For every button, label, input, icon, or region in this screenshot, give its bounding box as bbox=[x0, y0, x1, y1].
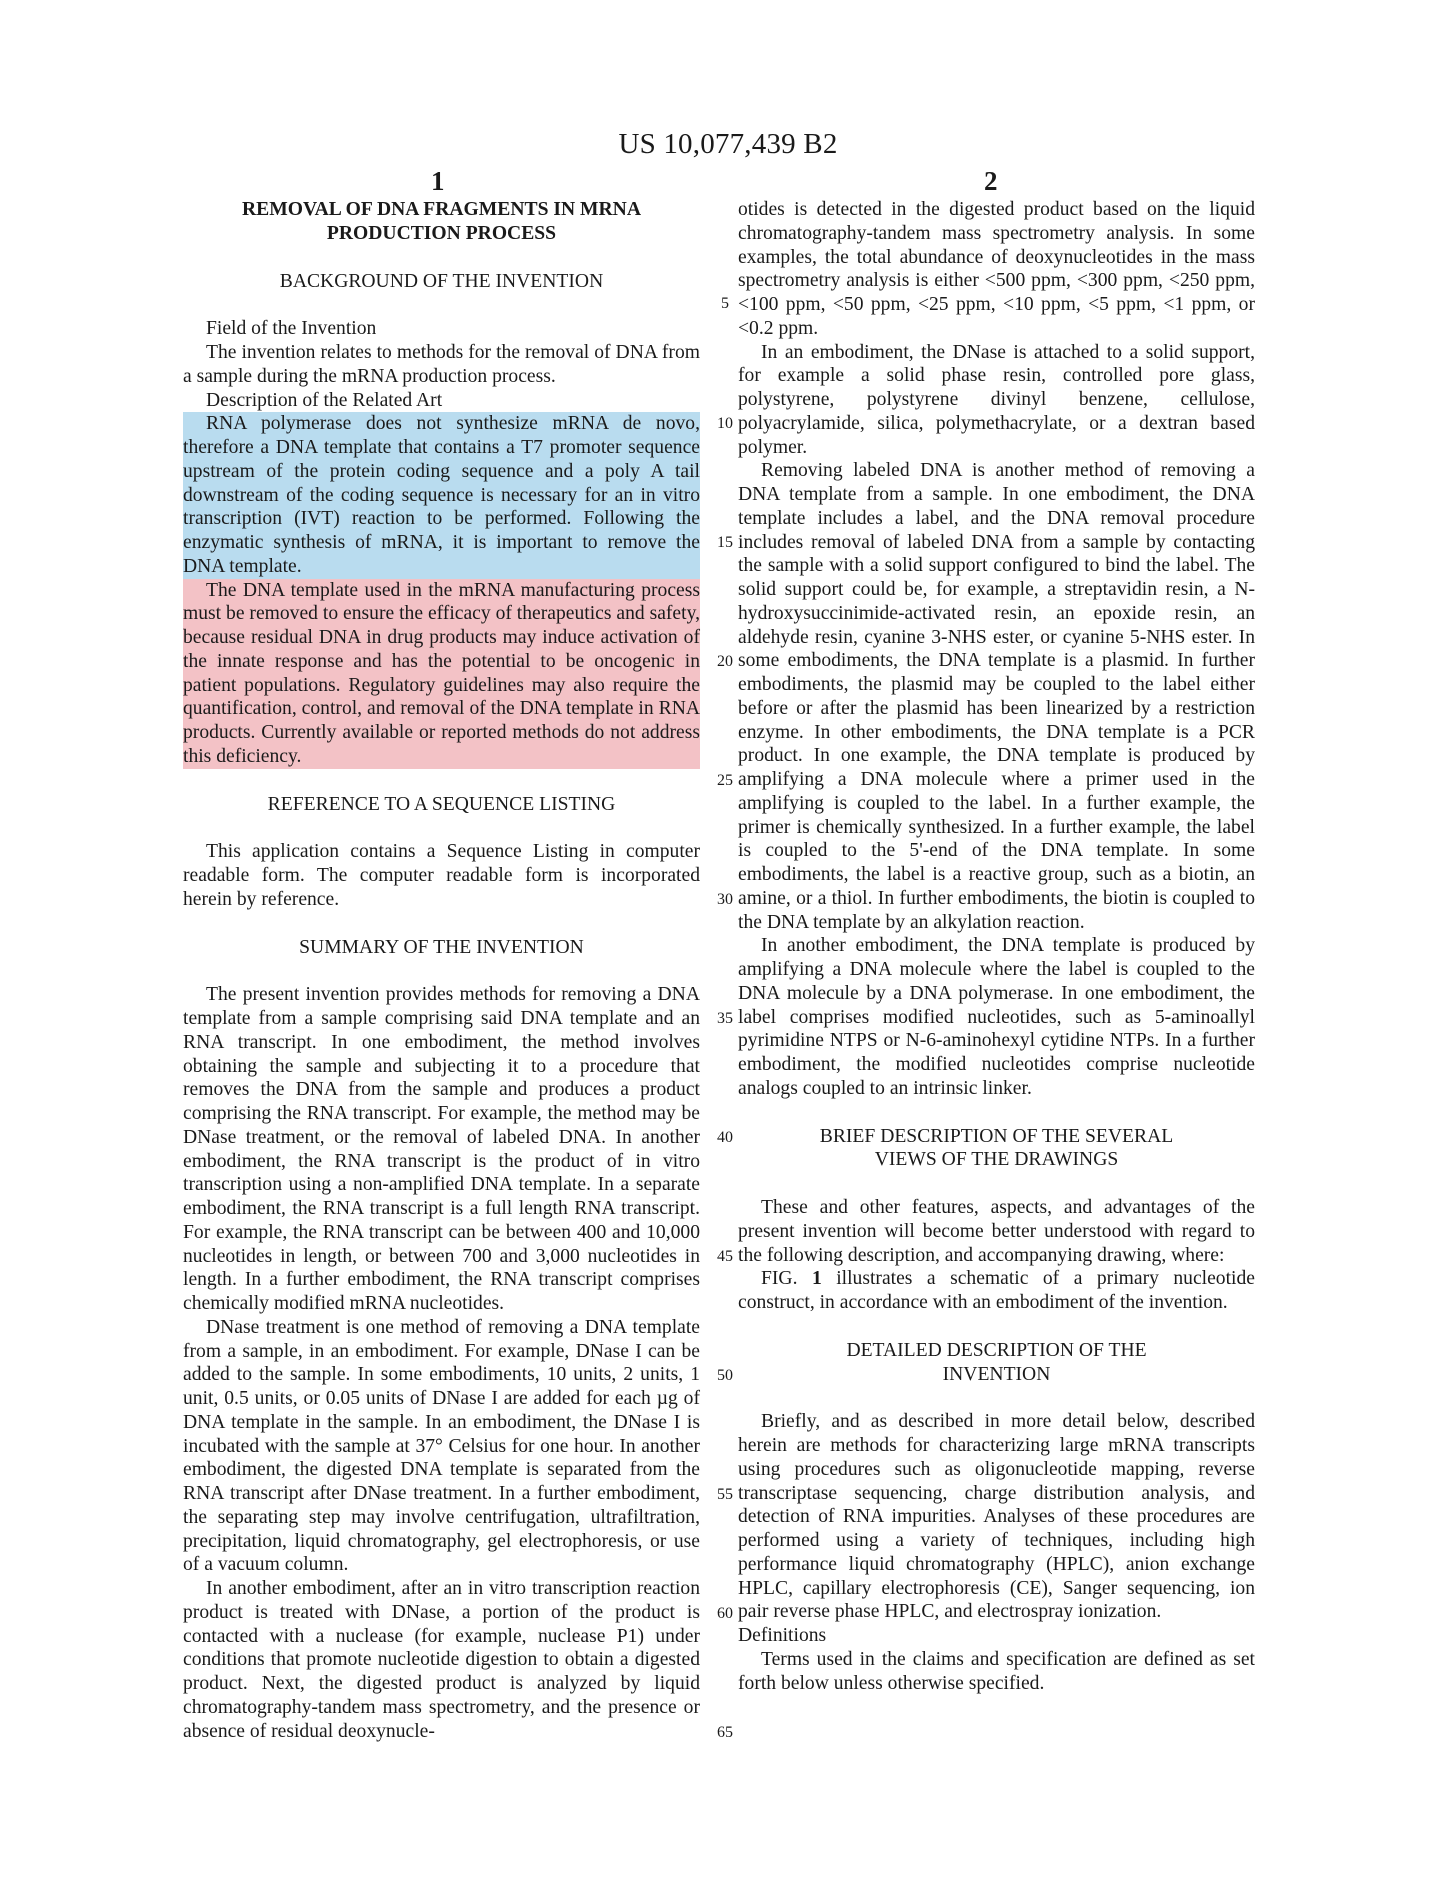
summary-paragraph-3: In another embodiment, after an in vitro transcription reaction product is treated with DNase, a portion of the product is contacted with a nuclease (for example, nuclease P1) under conditions that promote nucleotide digestion to obtain a digested product. Next, the digested product is analyzed by liquid chromatography-tandem mass spectrometry, and the presence or absence of residual deoxynucle- bbox=[183, 1578, 700, 1742]
definitions-heading: Definitions bbox=[738, 1625, 827, 1646]
line-number: 60 bbox=[717, 1605, 733, 1622]
line-number: 10 bbox=[717, 415, 733, 432]
column-number-right: 2 bbox=[984, 166, 998, 196]
summary-paragraph-2: DNase treatment is one method of removing a DNA template from a sample, in an embodiment. For example, DNase I can be added to the sample. In some embodiments, 10 units, 2 units, 1 unit, 0.5 units, or 0.05 units of DNase I are added for each µg of DNA template in the sample. In an embodiment, the DNase I is incubated with the sample at 37° Celsius for one hour. In another embodiment, the digested DNA template is separated from the RNA transcript after DNase treatment. In a further embodiment, the separating step may involve centrifugation, ultrafiltration, precipitation, liquid chromatography, gel electrophoresis, or use of a vacuum column. bbox=[183, 1316, 700, 1576]
heading-detailed-description-line-1: DETAILED DESCRIPTION OF THE bbox=[846, 1339, 1147, 1361]
figure-text: illustrates a schematic of a primary nucleotide construct, in accordance with an embodiment of the invention. bbox=[738, 1268, 1255, 1313]
heading-detailed-description-line-2: INVENTION bbox=[942, 1363, 1051, 1385]
line-number: 25 bbox=[717, 772, 733, 789]
line-number: 15 bbox=[717, 534, 733, 551]
right-column bbox=[738, 198, 1255, 1695]
title-line-1: REMOVAL OF DNA FRAGMENTS IN MRNA bbox=[242, 199, 641, 220]
line-number: 55 bbox=[717, 1486, 733, 1503]
right-paragraph-1: otides is detected in the digested product based on the liquid chromatography-tandem mass spectrometry analysis. In some examples, the total abundance of deoxynucleotides in the mass spectrometry analysis is either <500 ppm, <300 ppm, <250 ppm, <100 ppm, <50 ppm, <25 ppm, <10 ppm, <5 ppm, <1 ppm, or <0.2 ppm. bbox=[738, 199, 1255, 339]
related-art-heading: Description of the Related Art bbox=[206, 389, 443, 411]
patent-number: US 10,077,439 B2 bbox=[618, 128, 838, 160]
heading-background: BACKGROUND OF THE INVENTION bbox=[279, 270, 604, 292]
related-art-paragraph-1: RNA polymerase does not synthesize mRNA de novo, therefore a DNA template that contains a T7 promoter sequence upstream of the protein coding sequence and a poly A tail downstream of the coding sequence is necessary for an in vitro transcription (IVT) reaction to be performed. Following the enzymatic synthesis of mRNA, it is important to remove the DNA template. bbox=[183, 413, 700, 577]
column-number-left: 1 bbox=[431, 166, 445, 196]
line-number: 35 bbox=[717, 1010, 733, 1027]
sequence-listing-text: This application contains a Sequence Listing in computer readable form. The computer readable form is incorporated herein by reference. bbox=[183, 841, 700, 910]
heading-brief-description-line-2: VIEWS OF THE DRAWINGS bbox=[874, 1149, 1119, 1171]
right-paragraph-4: In another embodiment, the DNA template is produced by amplifying a DNA molecule where the label is coupled to the DNA molecule by a DNA polymerase. In one embodiment, the label comprises modified nucleotides, such as 5-aminoallyl pyrimidine NTPS or N-6-aminohexyl cytidine NTPs. In a further embodiment, the modified nucleotides comprise nucleotide analogs coupled to an intrinsic linker. bbox=[738, 935, 1255, 1099]
summary-paragraph-1: The present invention provides methods for removing a DNA template from a sample comprising said DNA template and an RNA transcript. In one embodiment, the method involves obtaining the sample and subjecting it to a procedure that removes the DNA from the sample and produces a product comprising the RNA transcript. For example, the method may be DNase treatment, or the removal of labeled DNA. In another embodiment, the RNA transcript is the product of in vitro transcription using a non-amplified DNA template. In a separate embodiment, the RNA transcript is a full length RNA transcript. For example, the RNA transcript can be between 400 and 10,000 nucleotides in length, or between 700 and 3,000 nucleotides in length. In a further embodiment, the RNA transcript comprises chemically modified mRNA nucleotides. bbox=[183, 984, 700, 1314]
line-number: 30 bbox=[717, 891, 733, 908]
line-number: 40 bbox=[717, 1129, 733, 1146]
figure-prefix: FIG. bbox=[761, 1268, 812, 1290]
left-column bbox=[183, 198, 700, 1743]
field-heading: Field of the Invention bbox=[206, 318, 377, 340]
title-line-2: PRODUCTION PROCESS bbox=[326, 222, 557, 244]
brief-description-paragraph: These and other features, aspects, and advantages of the present invention will become better understood with regard to the following description, and accompanying drawing, where: bbox=[738, 1197, 1255, 1266]
right-paragraph-3: Removing labeled DNA is another method of removing a DNA template from a sample. In one embodiment, the DNA template includes a label, and the DNA removal procedure includes removal of labeled DNA from a sample by contacting the sample with a solid support configured to bind the label. The solid support could be, for example, a streptavidin resin, a N-hydroxysuccinimide-activated resin, an epoxide resin, an aldehyde resin, cyanine 3-NHS ester, or cyanine 5-NHS ester. In some embodiments, the DNA template is a plasmid. In further embodiments, the plasmid may be coupled to the label either before or after the plasmid has been linearized by a restriction enzyme. In other embodiments, the DNA template is a PCR product. In one example, the DNA template is produced by amplifying a DNA molecule where a primer used in the amplifying is coupled to the label. In a further example, the primer is chemically synthesized. In a further example, the label is coupled to the 5'-end of the DNA template. In some embodiments, the label is a reactive group, such as a biotin, an amine, or a thiol. In further embodiments, the biotin is coupled to the DNA template by an alkylation reaction. bbox=[738, 460, 1255, 933]
line-number: 50 bbox=[717, 1367, 733, 1384]
heading-summary: SUMMARY OF THE INVENTION bbox=[299, 936, 584, 958]
figure-description bbox=[738, 1267, 1255, 1315]
field-text: The invention relates to methods for the removal of DNA from a sample during the mRNA production process. bbox=[183, 342, 700, 387]
detailed-description-paragraph: Briefly, and as described in more detail below, described herein are methods for characterizing large mRNA transcripts using procedures such as oligonucleotide mapping, reverse transcriptase sequencing, charge distribution analysis, and detection of RNA impurities. Analyses of these procedures are performed using a variety of techniques, including high performance liquid chromatography (HPLC), anion exchange HPLC, capillary electrophoresis (CE), Sanger sequencing, ion pair reverse phase HPLC, and electrospray ionization. bbox=[738, 1411, 1255, 1623]
line-number: 5 bbox=[721, 295, 729, 312]
definitions-text: Terms used in the claims and specification are defined as set forth below unless otherwise specified. bbox=[738, 1648, 1255, 1694]
line-number: 20 bbox=[717, 653, 733, 670]
line-number: 65 bbox=[717, 1724, 733, 1741]
heading-sequence-listing: REFERENCE TO A SEQUENCE LISTING bbox=[267, 793, 616, 815]
related-art-paragraph-2: The DNA template used in the mRNA manufacturing process must be removed to ensure the efficacy of therapeutics and safety, because residual DNA in drug products may induce activation of the innate response and has the potential to be oncogenic in patient populations. Regulatory guidelines may also require the quantification, control, and removal of the DNA template in RNA products. Currently available or reported methods do not address this deficiency. bbox=[183, 579, 700, 767]
figure-number: 1 bbox=[811, 1268, 822, 1290]
right-paragraph-2: In an embodiment, the DNase is attached to a solid support, for example a solid phase resin, controlled pore glass, polystyrene, polystyrene divinyl benzene, cellulose, polyacrylamide, silica, polymethacrylate, or a dextran based polymer. bbox=[738, 341, 1255, 458]
heading-brief-description-line-1: BRIEF DESCRIPTION OF THE SEVERAL bbox=[819, 1125, 1174, 1147]
line-number: 45 bbox=[717, 1248, 733, 1265]
